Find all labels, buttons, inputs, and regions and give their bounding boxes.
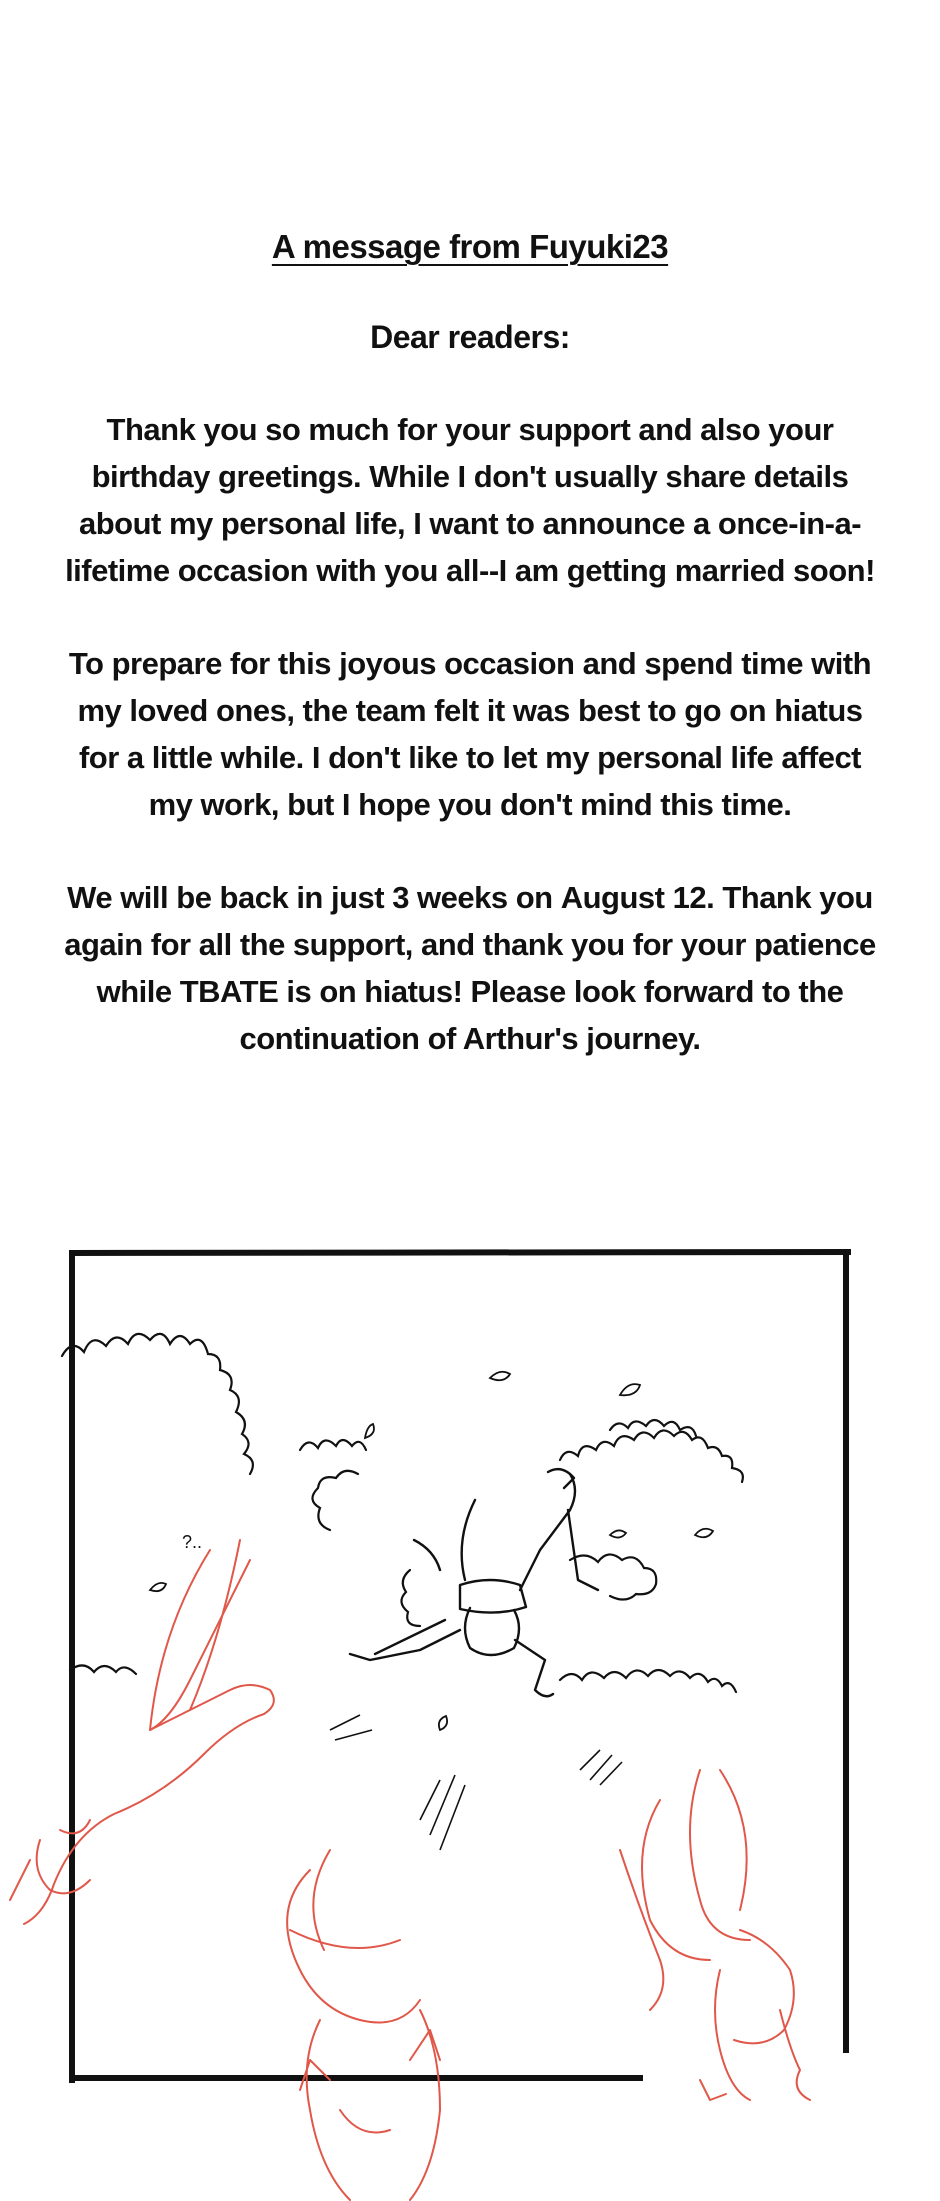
bushes <box>62 1334 743 1692</box>
announcement-message <box>40 222 900 1062</box>
paragraph-3-before: We will be back in just 3 weeks on <box>67 880 561 915</box>
comic-illustration <box>0 1210 940 2201</box>
fallen-figure <box>350 1469 598 1696</box>
speed-lines <box>330 1715 622 1850</box>
paragraph-3-after: . Thank you again for all the support, and thank you for your patience while TBATE is on hiatus! Please look forward to the continuation of Arthur's journey. <box>64 880 876 1056</box>
panel-frame <box>72 1252 848 2080</box>
message-paragraph-3 <box>60 874 880 1062</box>
sfx-text: ?.. <box>182 1532 203 1552</box>
message-paragraph-2: To prepare for this joyous occasion and spend time with my loved ones, the team felt it was best to go on hiatus for a little while. I don't like to let my personal life affect my work, but I hope you don't mind this time. <box>68 646 872 822</box>
message-paragraph-1: Thank you so much for your support and also your birthday greetings. While I don't usually share details about my personal life, I want to announce a once-in-a-lifetime occasion with you all--I am getting married soon! <box>65 412 875 588</box>
sketch-creatures <box>10 1540 810 2200</box>
message-greeting: Dear readers: <box>370 319 570 355</box>
return-date: August 12 <box>560 880 707 915</box>
message-title: A message from Fuyuki23 <box>271 228 669 265</box>
